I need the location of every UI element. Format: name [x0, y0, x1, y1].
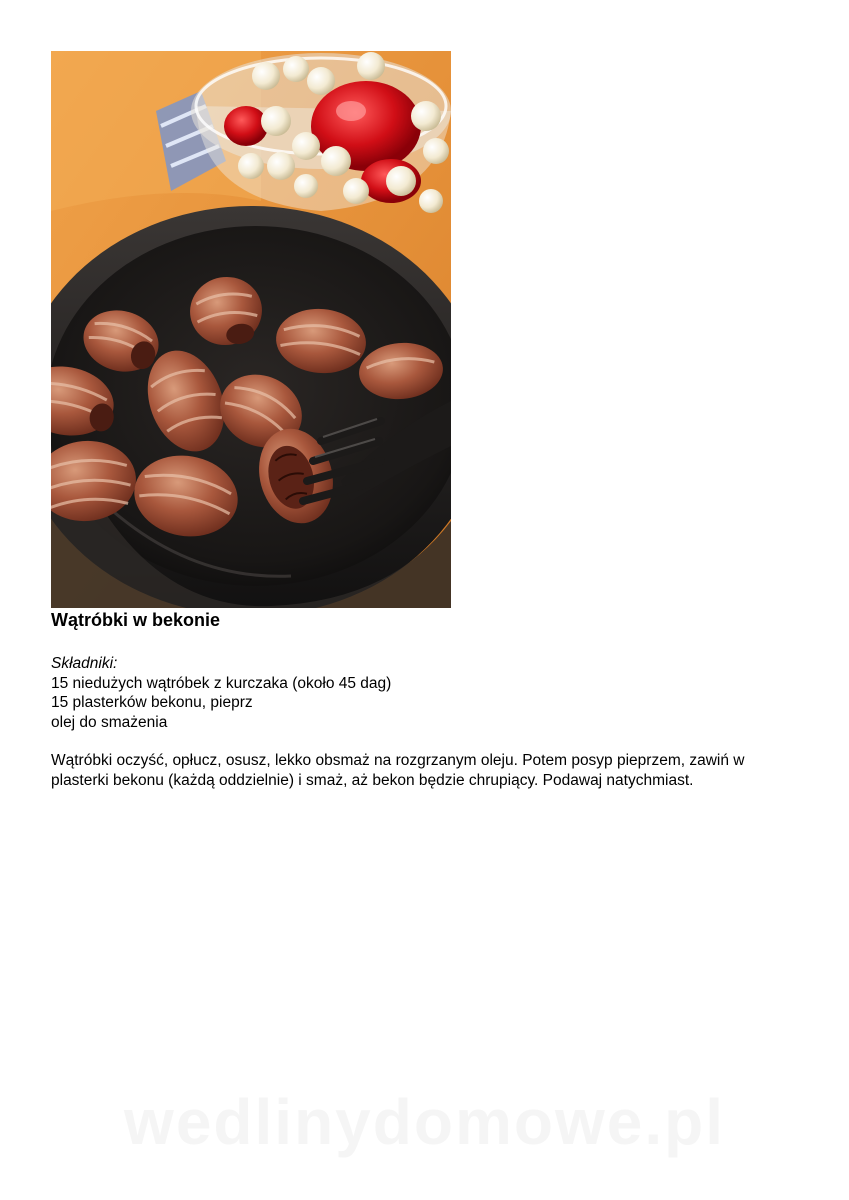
- ingredients-list: [51, 674, 391, 733]
- fried-liver-pan-image: [51, 51, 451, 608]
- recipe-title: Wątróbki w bekonie: [51, 610, 221, 630]
- ingredient-item: 15 plasterków bekonu, pieprz: [51, 694, 253, 711]
- site-watermark: wedlinydomowe.pl: [124, 1086, 725, 1158]
- ingredient-item: 15 niedużych wątróbek z kurczaka (około 45 dag): [51, 674, 392, 692]
- ingredients-section: [51, 654, 391, 732]
- recipe-photo: [51, 51, 451, 608]
- ingredients-heading: Składniki:: [51, 655, 118, 672]
- recipe-method: Wątróbki oczyść, opłucz, osusz, lekko obsmaż na rozgrzanym oleju. Potem posyp pieprzem, zawiń w plasterki bekonu (każdą oddzielnie) i smaż, aż bekon będzie chrupiący. Podawaj natychmiast.: [51, 752, 745, 789]
- ingredient-item: olej do smażenia: [51, 713, 168, 731]
